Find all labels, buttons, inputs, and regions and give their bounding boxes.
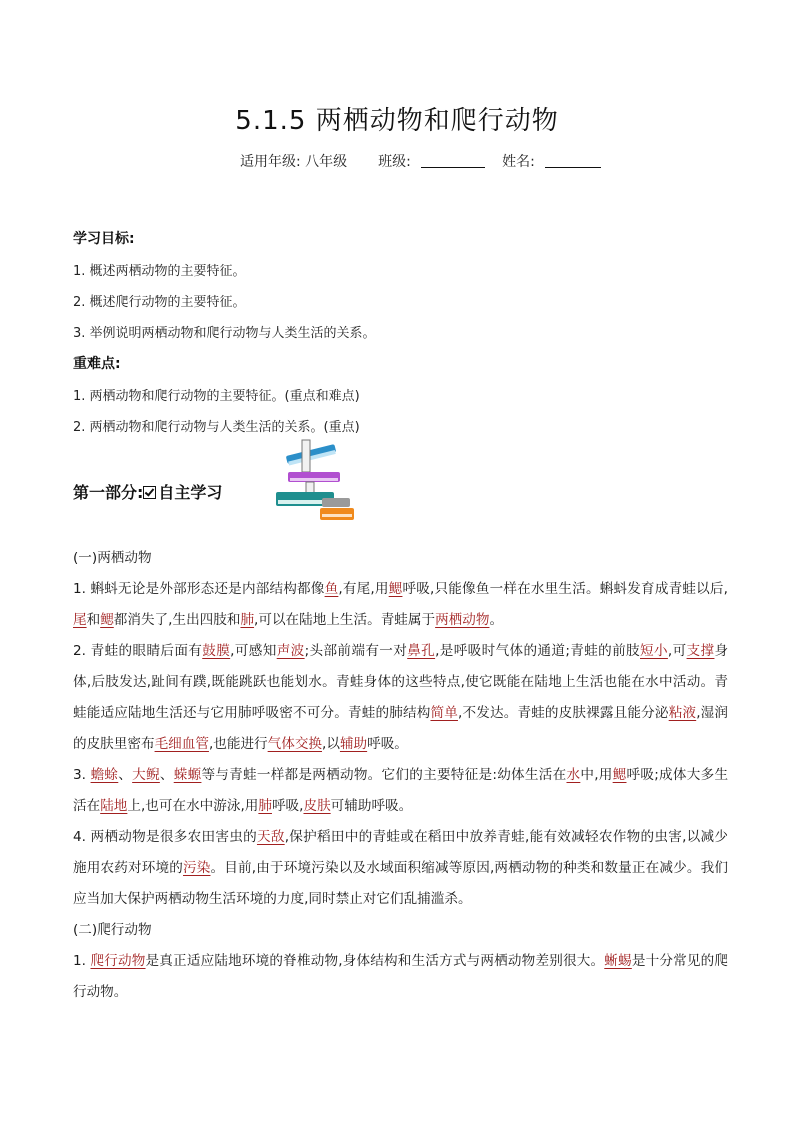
answer-term: 辅助 xyxy=(339,736,368,752)
paragraph-text: 3. xyxy=(73,767,91,783)
answer-term: 短小 xyxy=(640,643,668,659)
answer-term: 爬行动物 xyxy=(90,953,146,969)
answer-term: 鱼 xyxy=(324,581,339,597)
paragraph-text: 都消失了,生出四肢和 xyxy=(113,612,241,628)
paragraph-text: ,以 xyxy=(322,736,340,752)
paragraph-text: ;头部前端有一对 xyxy=(304,643,408,659)
paragraph-text: ,可 xyxy=(667,643,687,659)
student-info-line xyxy=(240,151,601,171)
paragraph-text: 可辅助呼吸。 xyxy=(330,798,413,814)
paragraph-text: ,有尾,用 xyxy=(338,581,389,597)
section-heading: (二)爬行动物 xyxy=(73,922,152,938)
answer-term: 污染 xyxy=(183,860,211,876)
answer-term: 水 xyxy=(566,767,581,783)
answer-term: 陆地 xyxy=(100,798,128,814)
paragraph-text: 1. 蝌蚪无论是外部形态还是内部结构都像 xyxy=(73,581,325,597)
paragraph-2 xyxy=(73,636,728,760)
keypoints-heading: 重难点: xyxy=(73,356,121,372)
paragraph-text: 中,用 xyxy=(580,767,613,783)
paragraph-4 xyxy=(73,822,728,915)
paragraph-text: 是真正适应陆地环境的脊椎动物,身体结构和生活方式与两栖动物差别很大。 xyxy=(145,953,605,969)
paragraph-text: 、 xyxy=(159,767,174,783)
answer-term: 蜥蜴 xyxy=(604,953,632,969)
part-one-heading xyxy=(73,480,222,503)
paragraph-text: 身体,后肢发达,趾间有蹼,既能跳跃也能划水。青蛙身体的这些特点,使它既能在陆地上生活也能在水中活动。青蛙能适应陆地生活还与它用肺呼吸密不可分。青蛙的肺结构 xyxy=(73,643,729,721)
paragraph-3 xyxy=(73,760,728,822)
answer-term: 肺 xyxy=(258,798,272,814)
part-one-subtitle: 自主学习 xyxy=(158,483,223,502)
paragraph-text: ,也能进行 xyxy=(208,736,268,752)
books-icon xyxy=(272,434,362,529)
objective-item: 1. 概述两栖动物的主要特征。 xyxy=(73,264,246,279)
answer-term: 鳃 xyxy=(388,581,403,597)
checkbox-icon xyxy=(143,486,156,499)
section-amphibians xyxy=(73,543,728,1008)
section-heading: (一)两栖动物 xyxy=(73,550,152,566)
paragraph-text: ,可感知 xyxy=(230,643,277,659)
paragraph-text: 和 xyxy=(86,612,101,628)
answer-term: 鳃 xyxy=(100,612,114,628)
answer-term: 天敌 xyxy=(256,829,285,845)
answer-term: 粘液 xyxy=(668,705,697,721)
paragraph-text: 等与青蛙一样都是两栖动物。它们的主要特征是:幼体生活在 xyxy=(201,767,567,783)
answer-term: 尾 xyxy=(73,612,87,628)
answer-term: 蟾蜍 xyxy=(90,767,119,783)
answer-term: 鼻孔 xyxy=(407,643,436,659)
answer-term: 鳃 xyxy=(612,767,627,783)
class-blank[interactable] xyxy=(421,153,485,168)
paragraph-1 xyxy=(73,574,728,636)
answer-term: 肺 xyxy=(240,612,255,628)
name-blank[interactable] xyxy=(545,153,601,168)
objective-item: 2. 概述爬行动物的主要特征。 xyxy=(73,295,246,310)
answer-term: 蝾螈 xyxy=(173,767,202,783)
answer-term: 简单 xyxy=(430,705,458,721)
name-label: 姓名: xyxy=(502,154,535,170)
paragraph-5 xyxy=(73,946,728,1008)
objectives-heading: 学习目标: xyxy=(73,231,135,247)
paragraph-text: 呼吸;成体大多生活在 xyxy=(73,767,729,814)
answer-term: 两栖动物 xyxy=(435,612,490,628)
answer-term: 大鲵 xyxy=(132,767,160,783)
paragraph-text: 1. xyxy=(73,953,91,969)
grade-label: 适用年级: 八年级 xyxy=(240,154,348,170)
paragraph-text: ,湿润的皮肤里密布 xyxy=(73,705,729,752)
objective-item: 3. 举例说明两栖动物和爬行动物与人类生活的关系。 xyxy=(73,326,376,341)
answer-term: 气体交换 xyxy=(267,736,323,752)
paragraph-text: 是十分常见的爬行动物。 xyxy=(73,953,728,1000)
answer-term: 支撑 xyxy=(686,643,715,659)
paragraph-text: 2. 青蛙的眼睛后面有 xyxy=(73,643,203,659)
class-label: 班级: xyxy=(378,154,411,170)
paragraph-text: 呼吸, xyxy=(271,798,304,814)
paragraph-text: 4. 两栖动物是很多农田害虫的 xyxy=(73,829,257,845)
paragraph-text: ,可以在陆地上生活。青蛙属于 xyxy=(254,612,436,628)
answer-term: 鼓膜 xyxy=(202,643,231,659)
answer-term: 皮肤 xyxy=(303,798,331,814)
paragraph-text: 、 xyxy=(118,767,133,783)
paragraph-text: ,保护稻田中的青蛙或在稻田中放养青蛙,能有效减轻农作物的虫害,以减少施用农药对环境的 xyxy=(73,829,729,876)
keypoint-item: 1. 两栖动物和爬行动物的主要特征。(重点和难点) xyxy=(73,389,360,404)
paragraph-text: 。目前,由于环境污染以及水域面积缩减等原因,两栖动物的种类和数量正在减少。我们应当加大保护两栖动物生活环境的力度,同时禁止对它们乱捕滥杀。 xyxy=(73,860,729,907)
paragraph-text: ,是呼吸时气体的通道;青蛙的前肢 xyxy=(435,643,640,659)
part-one-title: 第一部分: xyxy=(73,483,144,502)
answer-term: 毛细血管 xyxy=(154,736,209,752)
keypoint-item: 2. 两栖动物和爬行动物与人类生活的关系。(重点) xyxy=(73,420,360,435)
paragraph-text: 。 xyxy=(489,612,504,628)
paragraph-text: 呼吸,只能像鱼一样在水里生活。蝌蚪发育成青蛙以后, xyxy=(402,581,729,597)
page-title: 5.1.5 两栖动物和爬行动物 xyxy=(235,106,559,136)
paragraph-text: 上,也可在水中游泳,用 xyxy=(127,798,259,814)
paragraph-text: 呼吸。 xyxy=(367,736,408,752)
answer-term: 声波 xyxy=(276,643,305,659)
paragraph-text: ,不发达。青蛙的皮肤裸露且能分泌 xyxy=(457,705,669,721)
